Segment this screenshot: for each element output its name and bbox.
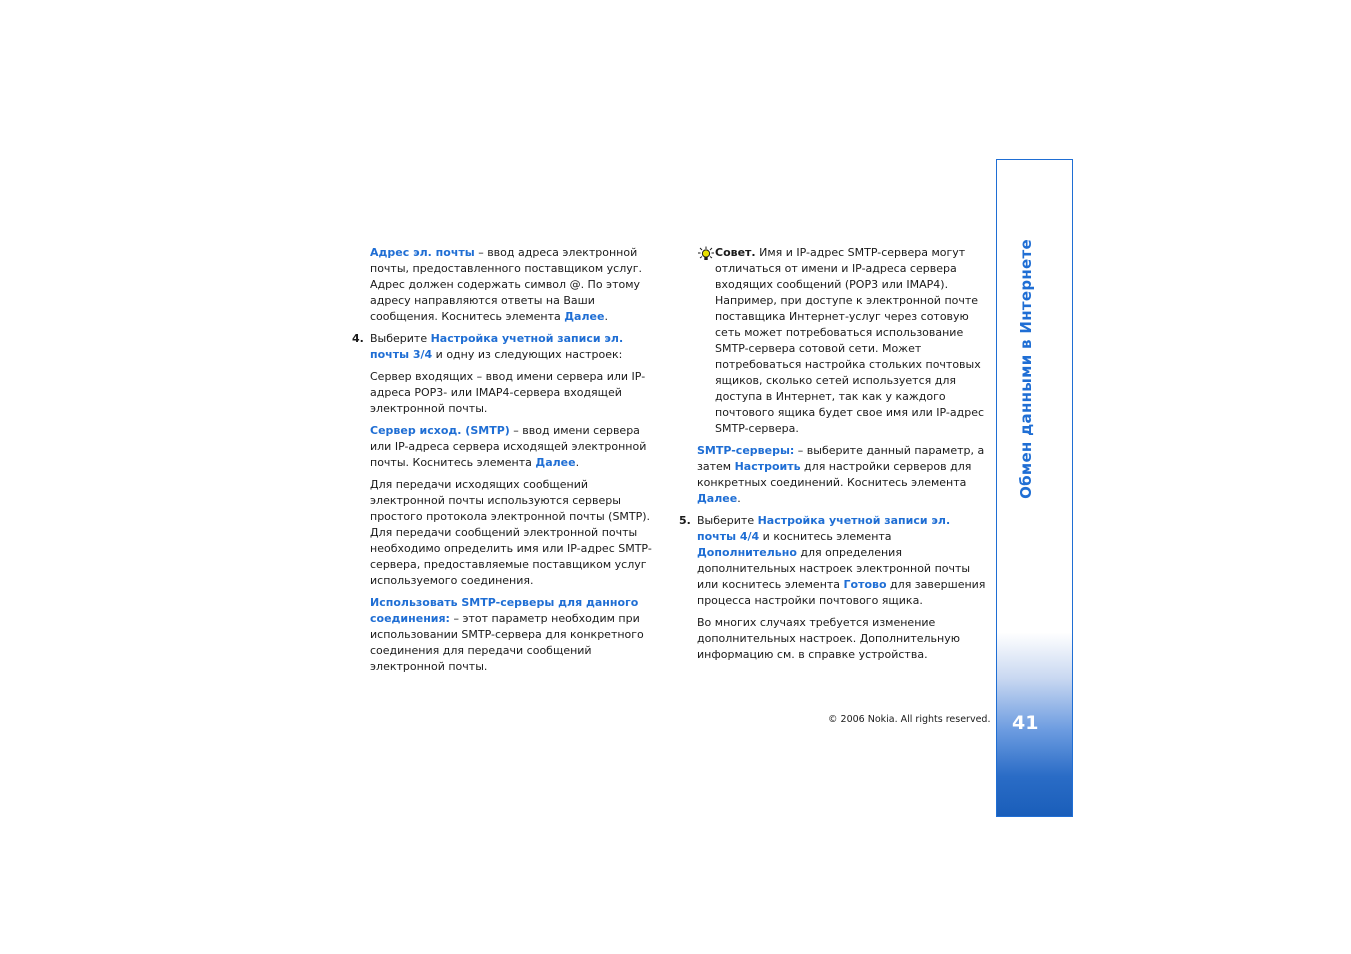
incoming-server-paragraph: Сервер входящих – ввод имени сервера или IP-адреса POP3- или IMAP4-сервера входящей электронной почты.: [370, 370, 646, 415]
right-column: [679, 245, 989, 669]
outgoing-server-term: Сервер исход. (SMTP): [370, 424, 510, 437]
step-number: 5.: [679, 514, 691, 527]
next-term: Далее: [697, 492, 738, 505]
email-address-term: Адрес эл. почты: [370, 246, 475, 259]
done-term: Готово: [843, 578, 887, 591]
next-term: Далее: [535, 456, 576, 469]
chapter-title: [1014, 239, 1038, 499]
step-5: 5. Выберите Настройка учетной записи эл. почты 4/4 и коснитесь элемента Дополнительно для определения дополнительных настроек электронной почты или коснитесь элемента Готово для завершения процесса настройки почтового ящика.: [679, 514, 986, 607]
tip-paragraph: Совет. Имя и IP-адрес SMTP-сервера могут отличаться от имени и IP-адреса сервера входящих сообщений (POP3 или IMAP4). Например, при доступе к электронной почте поставщика Интернет-услуг через сотовую сеть может потребоваться использование SMTP-сервера сотовой сети. Может потребоваться настройка стольких почтовых ящиков, сколько сетей используется для доступа в Интернет, так как у каждого почтового ящика будет свое имя или IP-адрес SMTP-сервера.: [697, 245, 989, 437]
smtp-explanation-paragraph: Для передачи исходящих сообщений электронной почты используются серверы простого протокола электронной почты (SMTP). Для передачи сообщений электронной почты необходимо определить имя или IP-адрес SMTP-сервера, предоставляемые поставщиком услуг используемого соединения.: [370, 478, 652, 587]
left-column: [352, 245, 662, 681]
configure-term: Настроить: [734, 460, 801, 473]
advanced-term: Дополнительно: [697, 546, 797, 559]
smtp-servers-term: SMTP-серверы:: [697, 444, 795, 457]
next-term: Далее: [564, 310, 605, 323]
account-settings-4-4-term: Настройка учетной записи эл. почты 4/4: [697, 514, 951, 543]
lightbulb-icon: [697, 246, 715, 262]
tip-label: Совет.: [715, 246, 756, 259]
copyright: © 2006 Nokia. All rights reserved.: [828, 714, 991, 725]
account-settings-3-4-term: Настройка учетной записи эл. почты 3/4: [370, 332, 624, 361]
advanced-settings-paragraph: Во многих случаях требуется изменение дополнительных настроек. Дополнительную информацию см. в справке устройства.: [697, 616, 960, 661]
page-number: 41: [1012, 712, 1039, 734]
step-4: 4. Выберите Настройка учетной записи эл. почты 3/4 и одну из следующих настроек:: [352, 332, 624, 361]
smtp-servers-paragraph: SMTP-серверы: – выберите данный параметр, а затем Настроить для настройки серверов для конкретных соединений. Коснитесь элемента Далее.: [697, 444, 985, 505]
use-smtp-paragraph: Использовать SMTP-серверы для данного соединения: – этот параметр необходим при использовании SMTP-сервера для конкретного соединения для передачи сообщений электронной почты.: [370, 596, 644, 673]
email-address-paragraph: Адрес эл. почты – ввод адреса электронной почты, предоставленного поставщиком услуг. Адрес должен содержать символ @. По этому адресу направляются ответы на Ваши сообщения. Коснитесь элемента Далее.: [370, 246, 643, 323]
use-smtp-term: Использовать SMTP-серверы для данного соединения:: [370, 596, 639, 625]
outgoing-server-paragraph: Сервер исход. (SMTP) – ввод имени сервера или IP-адреса сервера исходящей электронной почты. Коснитесь элемента Далее.: [370, 424, 647, 469]
step-number: 4.: [352, 332, 364, 345]
chapter-title-text: Обмен данными в Интернете: [1017, 239, 1035, 499]
